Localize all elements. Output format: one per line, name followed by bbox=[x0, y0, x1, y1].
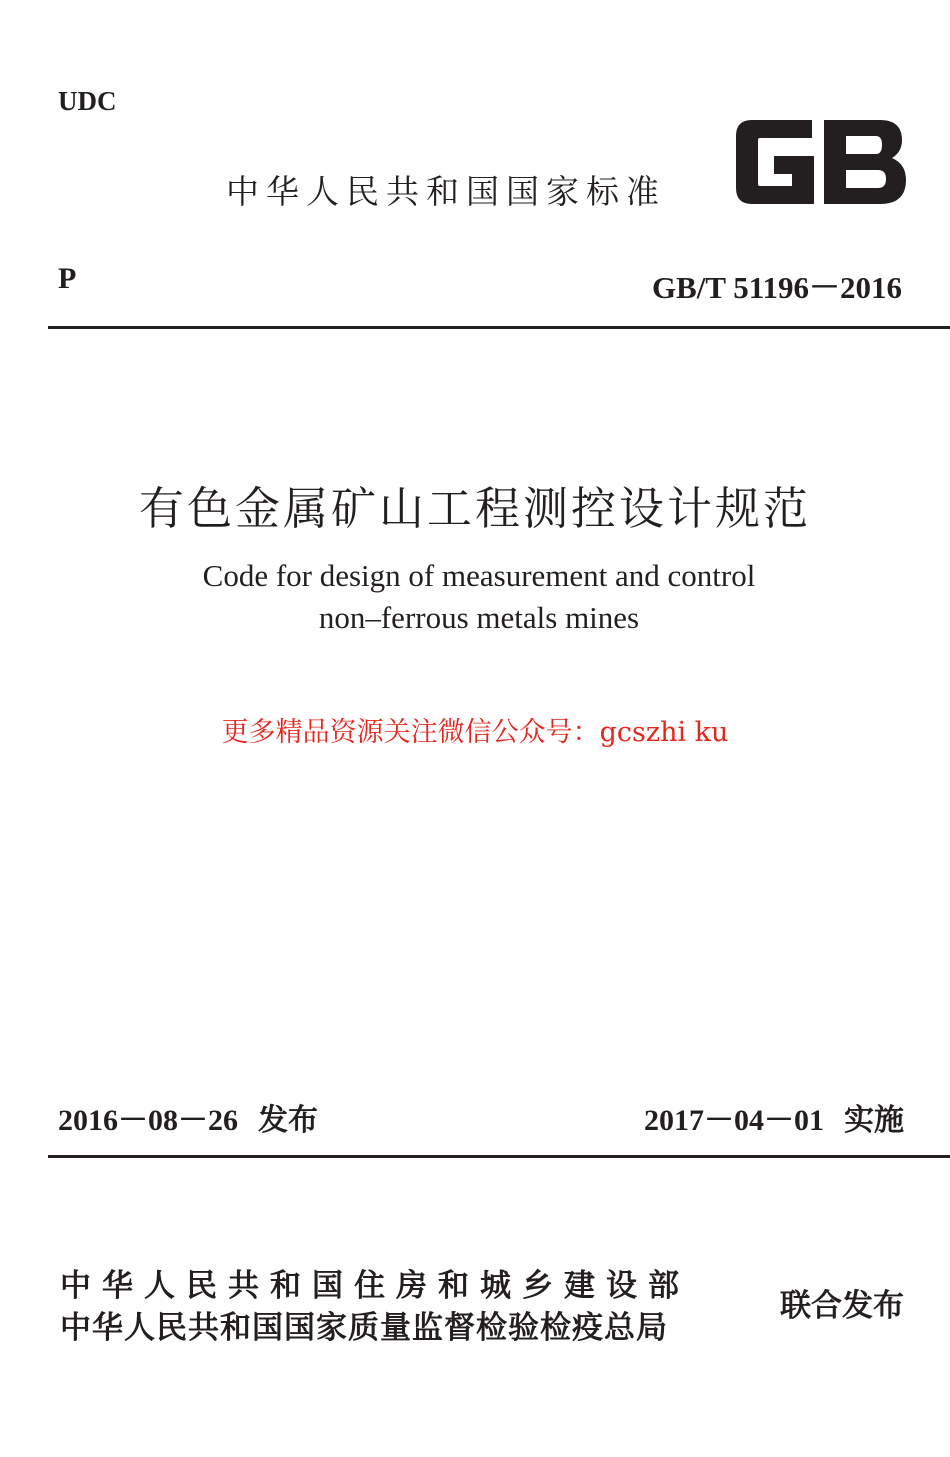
effective-label: 实施 bbox=[844, 1103, 904, 1138]
issue-label: 发布 bbox=[258, 1103, 318, 1138]
effective-date-block bbox=[644, 1095, 904, 1139]
title-english-line2: non–ferrous metals mines bbox=[318, 600, 640, 635]
gb-logo-icon bbox=[730, 112, 910, 212]
national-standard-heading: 中华人民共和国国家标准 bbox=[226, 172, 666, 211]
effective-date: 2017－04－01 bbox=[644, 1104, 824, 1137]
title-english-line1: Code for design of measurement and control bbox=[202, 558, 756, 593]
standard-number: GB/T 51196－2016 bbox=[651, 270, 902, 305]
header-divider bbox=[48, 326, 950, 329]
joint-issue-label: 联合发布 bbox=[780, 1288, 904, 1324]
promo-text: 更多精品资源关注微信公众号：gcszhi ku bbox=[221, 717, 729, 748]
title-chinese: 有色金属矿山工程测控设计规范 bbox=[138, 482, 811, 535]
classification-code: P bbox=[58, 262, 77, 295]
udc-label: UDC bbox=[58, 86, 117, 116]
issue-date-block bbox=[58, 1095, 318, 1139]
issuer-line2: 中华人民共和国国家质量监督检验检疫总局 bbox=[60, 1310, 668, 1346]
issuer-line1: 中华人民共和国住房和城乡建设部 bbox=[60, 1268, 690, 1304]
issue-date: 2016－08－26 bbox=[58, 1104, 238, 1137]
date-divider bbox=[48, 1155, 950, 1158]
